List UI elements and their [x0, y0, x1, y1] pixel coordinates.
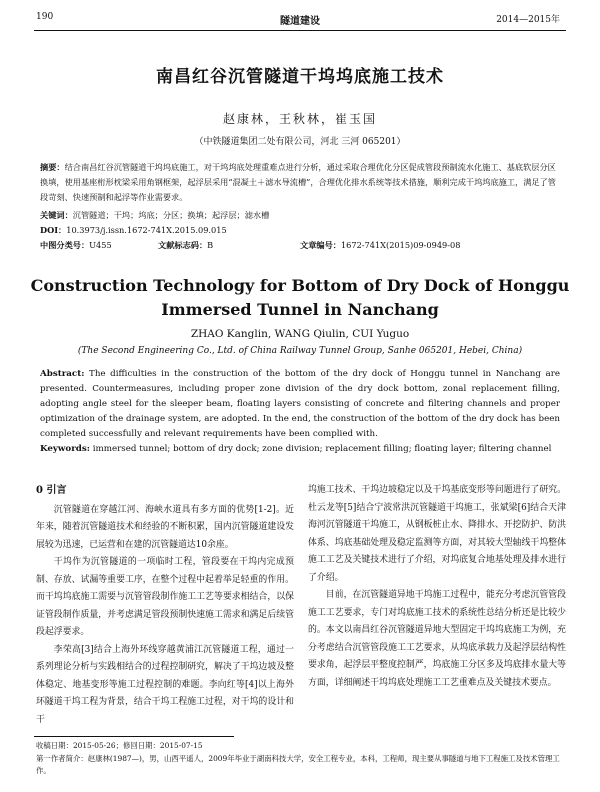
- journal-name: 隧道建设: [280, 16, 320, 27]
- article-no-field: [300, 238, 460, 253]
- english-title-line1: Construction Technology for Bottom of Dry Dock of Honggu: [30, 276, 570, 295]
- footnote-received: 收稿日期：2015-05-26；修回日期：2015-07-15: [36, 741, 203, 750]
- chinese-title: 南昌红谷沉管隧道干坞坞底施工技术: [156, 67, 444, 87]
- doi-label: DOI：: [40, 225, 67, 235]
- chinese-abstract-label: 摘要：: [40, 162, 65, 172]
- english-authors: ZHAO Kanglin, WANG Qiulin, CUI Yuguo: [190, 328, 410, 340]
- paragraph: 坞施工技术、干坞边坡稳定以及干坞基底变形等问题进行了研究。杜云龙等[5]结合宁波常洪沉管隧道干坞施工，张斌梁[6]结合天津海河沉管隧道干坞施工，从钢板桩止水、降排水、开挖防护、防洪体系、坞底基础处理及稳定监测等方面，对其较大型轴线干坞整体施工工艺及关键技术进行了介绍，对坞底复合地基处理及排水进行了介绍。: [308, 485, 566, 583]
- doc-code-label: 文献标志码：: [158, 240, 208, 250]
- footnote-rule: [34, 736, 234, 737]
- chinese-keywords-label: 关键词：: [40, 210, 73, 220]
- doi-value: 10.3973/j.issn.1672-741X.2015.09.015: [66, 225, 227, 235]
- english-title-line2: Immersed Tunnel in Nanchang: [161, 300, 439, 319]
- journal-year: 2014—2015年: [496, 15, 560, 25]
- chinese-abstract: [40, 160, 560, 205]
- article-no-value: 1672-741X(2015)09-0949-08: [340, 240, 461, 250]
- english-keywords: [40, 442, 560, 457]
- clc-value: U455: [89, 240, 112, 250]
- clc-field: [40, 238, 112, 253]
- english-keywords-text: immersed tunnel; bottom of dry dock; zone division; replacement filling; floating layer; filtering channel: [92, 444, 552, 454]
- header-rule: [34, 30, 566, 31]
- page-number: 190: [36, 12, 54, 22]
- paragraph: 目前，在沉管隧道异地干坞施工过程中，能充分考虑沉管管段施工工艺要求，专门对坞底施工技术的系统性总结分析还是比较少的。本文以南昌红谷沉管隧道异地大型固定干坞坞底施工为例，充分考虑结合沉管管段施工工艺要求，从坞底承载力及起浮层结构性要求角，起浮层平整度控制严，坞底施工分区多及坞底排水量大等方面，详细阐述干坞坞底处理施工工艺重难点及关键技术要点。: [308, 590, 566, 688]
- paragraph: 沉管隧道在穿越江河、海峡水道具有多方面的优势[1-2]。近年来，随着沉管隧道技术和经验的不断积累，国内沉管隧道建设发展较为迅速，已运营和在建的沉管隧道达10余座。: [36, 504, 294, 550]
- section-heading: 0 引言: [36, 485, 67, 496]
- article-no-label: 文章编号：: [300, 240, 341, 250]
- chinese-keywords-text: 沉管隧道；干坞；坞底；分区；换填；起浮层；滤水槽: [72, 210, 270, 220]
- english-affiliation: (The Second Engineering Co., Ltd. of China Railway Tunnel Group, Sanhe 065201, Hebei, China): [77, 346, 523, 356]
- clc-label: 中图分类号：: [40, 240, 90, 250]
- english-abstract-label: Abstract:: [40, 369, 85, 379]
- chinese-keywords: [40, 208, 560, 223]
- paragraph: 李荣高[3]结合上海外环线穿越黄浦江沉管隧道工程，通过一系列理论分析与实践相结合的过程控制研究，解决了干坞边坡及整体稳定、地基变形等施工过程控制的难题。李向红等[4]以上海外环隧道干坞工程为背景，结合干坞工程施工过程，对干坞的设计和干: [36, 644, 294, 725]
- english-abstract-text: The difficulties in the construction of the bottom of the dry dock of Honggu tunnel in Nanchang are presented. Countermeasures, including proper zone division of the dry dock bottom, zonal replacement filling, adopting angle steel for the sleeper beam, floating layers consisting of concrete and filtering channels and proper optimization of the drainage system, are adopted. In the end, the construction of the bottom of the dry dock has been completed successfully and relevant requirements have been complied with.: [40, 369, 560, 439]
- doi-line: [40, 223, 560, 238]
- doc-code-value: B: [207, 240, 214, 250]
- chinese-abstract-text: 结合南昌红谷沉管隧道干坞坞底施工，对干坞坞底处理重难点进行分析，通过采取合理优化分区促成管段预制流水化施工、基底软层分区换填，使用基座桁形枕梁采用角钢框架，起浮层采用“混凝土＋滤水导流槽”，合理优化排水系统等技术措施，顺利完成干坞坞底施工，满足了管段苛刻、快速预制和起浮等作业需要求。: [40, 162, 556, 202]
- chinese-authors: 赵康林，王秋林，崔玉国: [222, 112, 377, 126]
- english-keywords-label: Keywords:: [40, 444, 90, 454]
- english-abstract: [40, 367, 560, 442]
- body-right-column: [308, 482, 566, 692]
- chinese-affiliation: （中铁隧道集团二处有限公司，河北 三河 065201）: [194, 137, 406, 147]
- body-left-column: [36, 482, 294, 729]
- paragraph: 干坞作为沉管隧道的一项临时工程，管段要在干坞内完成预制、存放、试漏等重要工序，在整个过程中起着举足轻重的作用。而干坞坞底施工需要与沉管管段制作施工工艺等要求相结合，以保证管段制作质量，并考虑满足管段预制快速施工需求和满足后续管段起浮要求。: [36, 557, 294, 637]
- footnote-author-bio: 第一作者简介：赵康林(1987—)，男，山西平遥人，2009年毕业于湖南科技大学，安全工程专业，本科，工程师，现主要从事隧道与地下工程施工及技术管理工作。: [36, 754, 560, 775]
- doc-code-field: [158, 238, 213, 253]
